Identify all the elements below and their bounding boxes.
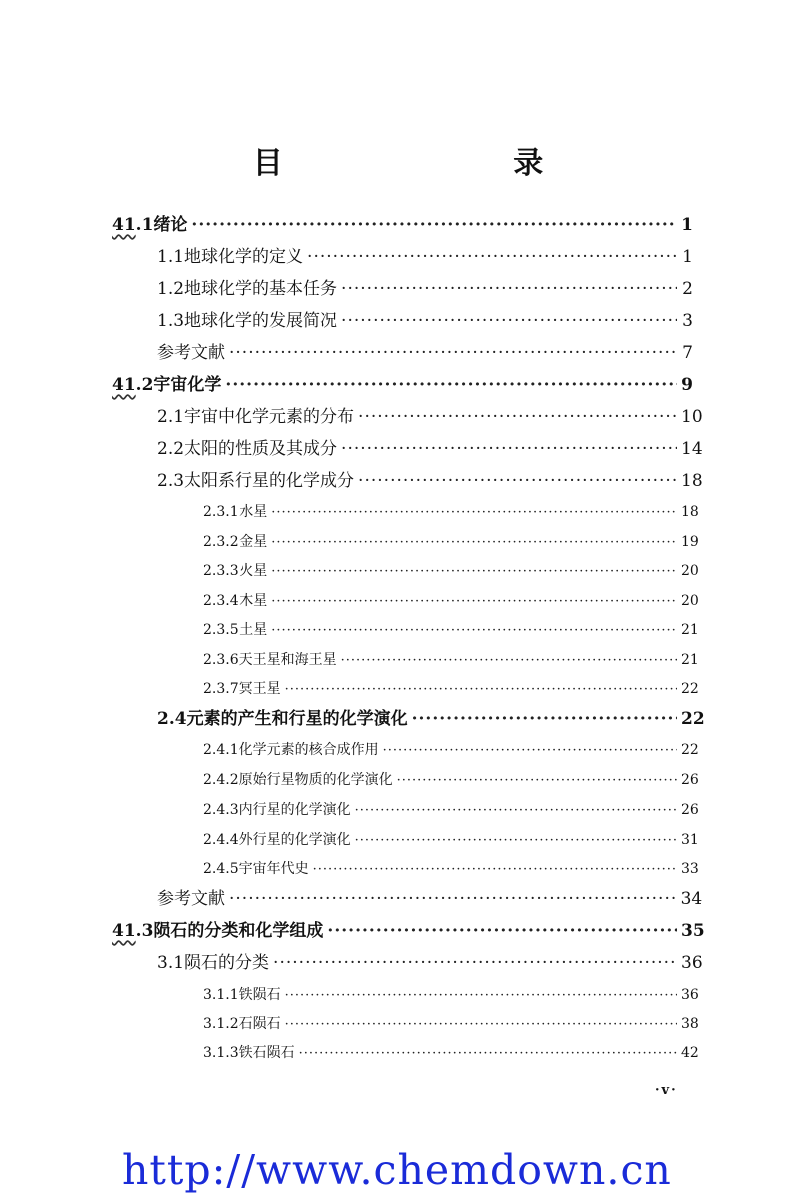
- toc-entry-page: 18: [681, 504, 699, 520]
- toc-entry-number: 2.3.2: [203, 534, 239, 550]
- toc-entry[interactable]: [203, 559, 699, 583]
- toc-entry-page: 21: [681, 622, 699, 638]
- dot-leader: [229, 887, 677, 911]
- page-title: 目 录: [252, 146, 654, 181]
- toc-entry-page: 26: [681, 802, 699, 818]
- toc-entry-title: 天王星和海王星: [238, 652, 337, 668]
- toc-entry[interactable]: [203, 589, 699, 613]
- toc-entry-number: 2.3.5: [203, 622, 239, 638]
- dot-leader: [313, 858, 677, 882]
- toc-entry-number: 3.1.3: [203, 1045, 239, 1061]
- dot-leader: [271, 501, 677, 525]
- toc-entry[interactable]: [157, 707, 705, 731]
- toc-entry-number: 2.4.2: [203, 772, 239, 788]
- toc-entry-number: 2.3.1: [203, 504, 239, 520]
- dot-leader: [383, 739, 677, 763]
- dot-leader: [229, 341, 677, 365]
- toc-entry-title: 陨石的分类和化学组成: [153, 921, 324, 941]
- toc-entry[interactable]: [157, 887, 703, 911]
- dot-leader: [358, 405, 677, 429]
- dot-leader: [271, 531, 677, 555]
- toc-entry-number: 2.2: [157, 439, 185, 459]
- dot-leader: [225, 373, 677, 397]
- toc-entry-page: 22: [681, 681, 699, 697]
- toc-entry-title: 化学元素的核合成作用: [238, 742, 379, 758]
- toc-entry-page: 3: [682, 311, 693, 331]
- toc-entry[interactable]: [157, 951, 703, 975]
- chapter-number: .1: [135, 215, 154, 235]
- toc-entry[interactable]: [203, 1012, 699, 1036]
- toc-entry[interactable]: [112, 213, 693, 237]
- toc-entry-page: 21: [681, 652, 699, 668]
- toc-entry-title: 铁石陨石: [238, 1045, 295, 1061]
- chapter-number: .3: [135, 921, 154, 941]
- chapter-prefix: 41: [112, 921, 136, 941]
- toc-entry-number: 2.3.6: [203, 652, 239, 668]
- toc-entry[interactable]: [157, 277, 693, 301]
- toc-entry-number: 2.4.5: [203, 861, 239, 877]
- toc-entry-number: 2.1: [157, 407, 185, 427]
- toc-entry-page: 36: [681, 987, 699, 1003]
- toc-entry-number: [112, 919, 153, 943]
- toc-entry-title: 参考文献: [157, 343, 225, 363]
- toc-entry-number: [112, 213, 153, 237]
- toc-entry-page: 20: [681, 593, 699, 609]
- toc-entry-title: 宇宙年代史: [238, 861, 309, 877]
- toc-entry-title: 太阳的性质及其成分: [184, 439, 338, 459]
- toc-entry-number: 2.3.7: [203, 681, 239, 697]
- dot-leader: [271, 560, 677, 584]
- toc-entry[interactable]: [203, 738, 699, 762]
- toc-entry-title: 太阳系行星的化学成分: [184, 471, 355, 491]
- toc-entry[interactable]: [203, 1041, 699, 1065]
- toc-entry-title: 内行星的化学演化: [238, 802, 351, 818]
- dot-leader: [412, 707, 677, 731]
- toc-entry-page: 42: [681, 1045, 699, 1061]
- watermark-url[interactable]: http://www.chemdown.cn: [122, 1146, 672, 1194]
- dot-leader: [299, 1042, 677, 1066]
- toc-entry-number: 2.3: [157, 471, 185, 491]
- toc-entry-title: 地球化学的定义: [184, 247, 304, 267]
- toc-entry-page: 26: [681, 772, 699, 788]
- toc-entry-number: 2.3.3: [203, 563, 239, 579]
- dot-leader: [285, 678, 677, 702]
- toc-entry-title: 宇宙中化学元素的分布: [184, 407, 355, 427]
- dot-leader: [355, 829, 677, 853]
- toc-entry[interactable]: [203, 648, 699, 672]
- toc-entry[interactable]: [203, 618, 699, 642]
- toc-entry-number: 3.1: [157, 953, 185, 973]
- toc-entry-title: 外行星的化学演化: [238, 832, 351, 848]
- toc-entry-number: 2.3.4: [203, 593, 239, 609]
- toc-entry-title: 参考文献: [157, 889, 225, 909]
- toc-entry-title: 石陨石: [238, 1016, 281, 1032]
- toc-entry-page: 35: [681, 921, 705, 941]
- toc-entry-title: 土星: [239, 622, 268, 638]
- toc-entry-title: 地球化学的发展简况: [184, 311, 338, 331]
- toc-entry[interactable]: [203, 500, 699, 524]
- toc-entry-page: 38: [681, 1016, 699, 1032]
- chapter-prefix: 41: [112, 375, 136, 395]
- toc-entry-number: [112, 373, 153, 397]
- toc-entry-number: 3.1.2: [203, 1016, 239, 1032]
- toc-entry-page: 36: [681, 953, 703, 973]
- toc-entry[interactable]: [112, 919, 705, 943]
- dot-leader: [341, 277, 677, 301]
- dot-leader: [341, 649, 677, 673]
- toc-entry-title: 地球化学的基本任务: [184, 279, 338, 299]
- toc-entry-number: 1.3: [157, 311, 185, 331]
- toc-entry-number: 3.1.1: [203, 987, 239, 1003]
- toc-entry-title: 木星: [239, 593, 268, 609]
- toc-entry-number: 1.1: [157, 247, 185, 267]
- toc-entry-page: 1: [681, 215, 693, 235]
- toc-entry[interactable]: [203, 530, 699, 554]
- toc-entry-title: 绪论: [153, 215, 188, 235]
- toc-entry[interactable]: [203, 798, 699, 822]
- toc-entry[interactable]: [203, 857, 699, 881]
- toc-entry-title: 元素的产生和行星的化学演化: [186, 709, 408, 729]
- toc-entry[interactable]: [157, 469, 703, 493]
- toc-entry[interactable]: [112, 373, 693, 397]
- toc-entry-page: 34: [680, 889, 703, 909]
- dot-leader: [271, 619, 677, 643]
- toc-entry-number: 2.4.4: [203, 832, 239, 848]
- dot-leader: [341, 437, 677, 461]
- toc-entry[interactable]: [203, 677, 699, 701]
- dot-leader: [191, 213, 677, 237]
- dot-leader: [271, 590, 677, 614]
- dot-leader: [327, 919, 677, 943]
- toc-entry-page: 1: [682, 247, 693, 267]
- dot-leader: [358, 469, 677, 493]
- toc-entry[interactable]: [203, 768, 699, 792]
- toc-entry-title: 金星: [239, 534, 268, 550]
- toc-entry[interactable]: [157, 245, 693, 269]
- chapter-prefix: 41: [112, 215, 136, 235]
- toc-entry-title: 铁陨石: [238, 987, 281, 1003]
- toc-entry-title: 原始行星物质的化学演化: [238, 772, 393, 788]
- toc-entry-page: 14: [681, 439, 703, 459]
- toc-entry-page: 7: [682, 343, 693, 363]
- toc-entry-title: 陨石的分类: [184, 953, 270, 973]
- toc-entry[interactable]: [157, 309, 693, 333]
- toc-entry-page: 9: [681, 375, 693, 395]
- toc-entry-number: 2.4.3: [203, 802, 239, 818]
- toc-entry-number: 2.4: [157, 709, 187, 729]
- toc-entry-page: 18: [681, 471, 703, 491]
- toc-entry-page: 10: [681, 407, 703, 427]
- toc-entry-title: 宇宙化学: [153, 375, 222, 395]
- dot-leader: [355, 799, 677, 823]
- toc-entry[interactable]: [157, 341, 693, 365]
- dot-leader: [285, 1013, 677, 1037]
- toc-entry-page: 2: [682, 279, 693, 299]
- page-folio: ·v·: [655, 1083, 678, 1098]
- toc-entry-page: 22: [681, 709, 705, 729]
- dot-leader: [273, 951, 677, 975]
- dot-leader: [397, 769, 677, 793]
- dot-leader: [307, 245, 677, 269]
- toc-entry[interactable]: [203, 828, 699, 852]
- toc-entry[interactable]: [157, 437, 703, 461]
- toc-entry-title: 冥王星: [238, 681, 281, 697]
- toc-entry-page: 22: [681, 742, 699, 758]
- toc-entry-page: 31: [681, 832, 699, 848]
- toc-entry-page: 33: [681, 861, 699, 877]
- toc-entry[interactable]: [157, 405, 703, 429]
- toc-entry-number: 1.2: [157, 279, 185, 299]
- toc-entry-page: 20: [681, 563, 699, 579]
- dot-leader: [285, 984, 677, 1008]
- dot-leader: [341, 309, 677, 333]
- chapter-number: .2: [135, 375, 154, 395]
- toc-entry[interactable]: [203, 983, 699, 1007]
- toc-entry-title: 火星: [239, 563, 268, 579]
- toc-entry-page: 19: [681, 534, 699, 550]
- toc-entry-title: 水星: [239, 504, 268, 520]
- toc-entry-number: 2.4.1: [203, 742, 239, 758]
